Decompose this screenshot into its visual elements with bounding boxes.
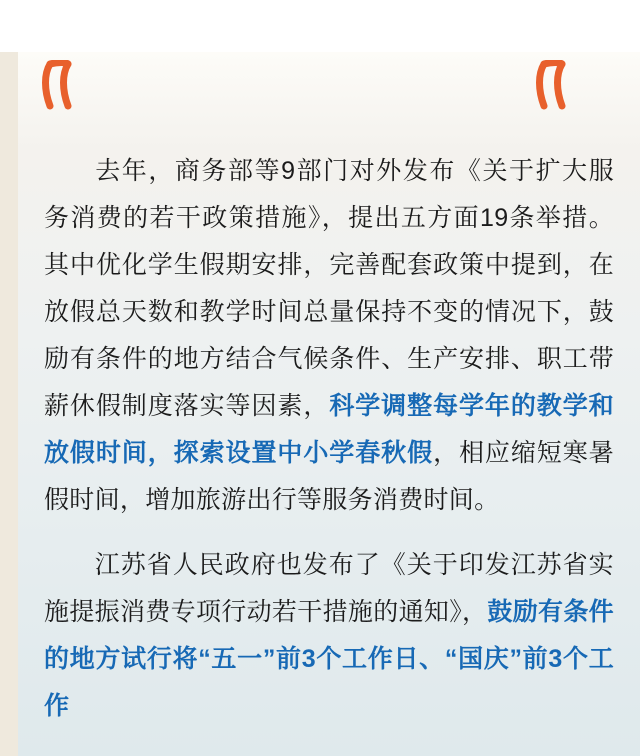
quotation-mark-icon <box>40 60 106 112</box>
paragraph-text-highlight: 科学调整每学年的教学和放假时间，探索设置中小学春秋假 <box>44 392 614 467</box>
paragraph <box>44 148 614 524</box>
paragraph-text-plain: ，相应缩短寒暑假时间，增加旅游出行等服务消费时间。 <box>44 439 614 514</box>
paragraph-text-plain: 去年，商务部等9部门对外发布《关于扩大服务消费的若干政策措施》，提出五方面19条举措。其中优化学生假期安排，完善配套政策中提到，在放假总天数和教学时间总量保持不变的情况下，鼓励有条件的地方结合气候条件、生产安排、职工带薪休假制度落实等因素， <box>44 157 614 420</box>
article-card <box>18 52 640 756</box>
quote-decoration-row <box>18 52 640 120</box>
paragraph-text-highlight: 鼓励有条件的地方试行将“五一”前3个工作日、“国庆”前3个工作 <box>44 598 614 720</box>
left-side-strip <box>0 52 18 756</box>
paragraph-text-plain: 江苏省人民政府也发布了《关于印发江苏省实施提振消费专项行动若干措施的通知》， <box>44 551 614 626</box>
quotation-mark-icon <box>534 60 600 112</box>
paragraph <box>44 542 614 730</box>
article-body <box>18 148 640 748</box>
